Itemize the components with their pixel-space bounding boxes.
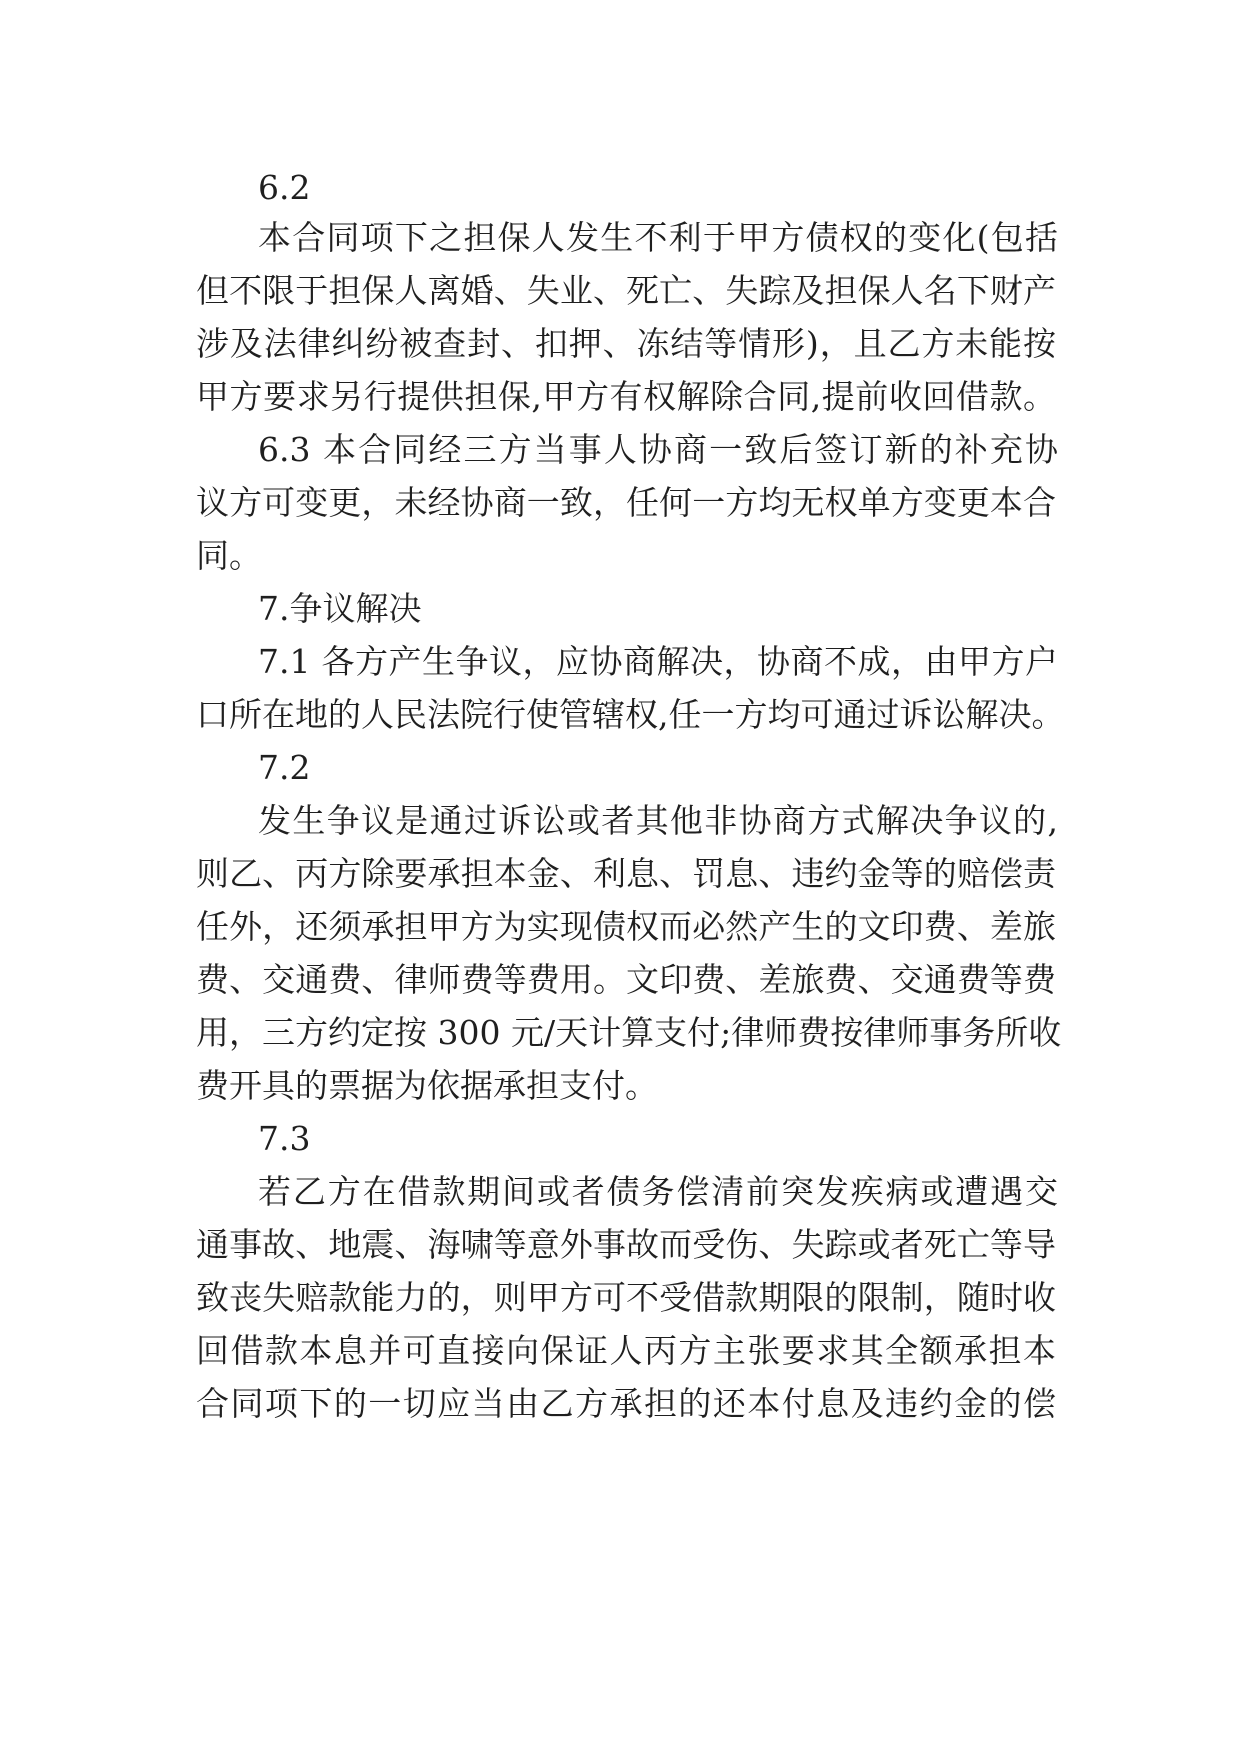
section-number-7-3: 7.3 <box>258 1119 311 1158</box>
paragraph-line: 合同项下的一切应当由乙方承担的还本付息及违约金的偿 <box>196 1384 1056 1423</box>
section-number-6-2: 6.2 <box>258 168 311 207</box>
section-number-7-2: 7.2 <box>258 748 311 787</box>
paragraph-line: 甲方要求另行提供担保,甲方有权解除合同,提前收回借款。 <box>196 377 1056 416</box>
paragraph-line: 回借款本息并可直接向保证人丙方主张要求其全额承担本 <box>196 1331 1056 1370</box>
paragraph-line: 6.3 本合同经三方当事人协商一致后签订新的补充协 <box>258 430 1058 469</box>
paragraph-line: 任外，还须承担甲方为实现债权而必然产生的文印费、差旅 <box>196 907 1056 946</box>
paragraph-line: 口所在地的人民法院行使管辖权,任一方均可通过诉讼解决。 <box>196 695 1065 734</box>
paragraph-line: 但不限于担保人离婚、失业、死亡、失踪及担保人名下财产 <box>196 271 1056 310</box>
paragraph-line: 若乙方在借款期间或者债务偿清前突发疾病或遭遇交 <box>258 1172 1058 1211</box>
paragraph-line: 同。 <box>196 536 262 575</box>
paragraph-line: 发生争议是通过诉讼或者其他非协商方式解决争议的, <box>258 801 1058 840</box>
paragraph-line: 则乙、丙方除要承担本金、利息、罚息、违约金等的赔偿责 <box>196 854 1056 893</box>
paragraph-line: 用，三方约定按 300 元/天计算支付;律师费按律师事务所收 <box>196 1013 1062 1052</box>
section-heading-7: 7.争议解决 <box>258 589 422 628</box>
paragraph-line: 7.1 各方产生争议，应协商解决，协商不成，由甲方户 <box>258 642 1058 681</box>
paragraph-line: 议方可变更，未经协商一致，任何一方均无权单方变更本合 <box>196 483 1056 522</box>
paragraph-line: 通事故、地震、海啸等意外事故而受伤、失踪或者死亡等导 <box>196 1225 1056 1264</box>
paragraph-line: 涉及法律纠纷被查封、扣押、冻结等情形)，且乙方未能按 <box>196 324 1056 363</box>
paragraph-line: 本合同项下之担保人发生不利于甲方债权的变化(包括 <box>258 218 1058 257</box>
paragraph-line: 致丧失赔款能力的，则甲方可不受借款期限的限制，随时收 <box>196 1278 1056 1317</box>
paragraph-line: 费开具的票据为依据承担支付。 <box>196 1066 658 1105</box>
paragraph-line: 费、交通费、律师费等费用。文印费、差旅费、交通费等费 <box>196 960 1056 999</box>
